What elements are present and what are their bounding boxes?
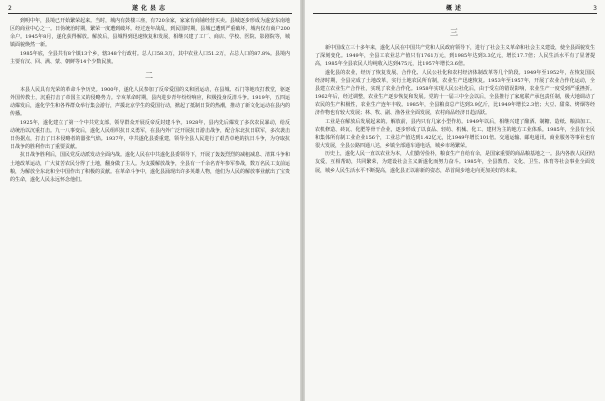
right-page <box>305 0 605 401</box>
right-paragraph-2: 遂化县的农业，经历了恢复发展、合作化、人民公社化和农村经济体制改革等几个阶段。1949年至1952年，在恢复国民经济时期，全县完成了土地改革，实行土地农民所有制，农业生产迅速恢复。1953年至1957年，开展了农业合作化运动，全县建立农业生产合作社，实现了农业合作化。1958年实现人民公社化后，由于受左的错误影响，农业生产一度受到严重挫折。1962年后，经过调整，农业生产逐步恢复和发展。党的十一届三中全会以后，全县推行了家庭联产承包责任制，极大地调动了农民的生产积极性，农业生产连年丰收。1985年，全县粮食总产达到3.9亿斤，比1949年增长2.3倍；大豆、甜菜、烤烟等经济作物也有较大发展；林、牧、副、渔各业全面发展，农村商品经济日趋活跃。 <box>315 69 595 117</box>
left-running-title: 遂化县志 <box>131 5 168 12</box>
right-paragraph-1: 新中国成立三十多年来，遂化人民在中国共产党和人民政府领导下，进行了社会主义革命和社会主义建设，使全县面貌发生了深刻变化。1949年，全县工农业总产值只有1761万元，到1985年达到3.3亿元，增长17.7倍；人民生活水平有了显著提高，1985年全县农民人均纯收入达到475元，比1957年增长3.6倍。 <box>315 45 596 68</box>
left-paragraph-2: 1985年底，全县共有8个镇13个乡，辖348个行政村。总人口58.3万，其中农业人口51.2万，占总人口的87.8%。县境内主要有汉、回、满、蒙、朝鲜等14个少数民族。 <box>10 50 290 65</box>
left-paragraph-4: 1925年，遂化建立了第一个中共党支部，领导群众开展反帝反封建斗争。1928年，县内先后爆发了多次农民暴动，给反动统治以沉重打击。九一八事变后，遂化人民组织抗日义勇军，在县内外广泛开展抗日游击战争，配合东北抗日联军，多次袭击日伪据点，打击了日本侵略者的嚣张气焰。1937年，中共遂化县委重建，领导全县人民进行了艰苦卓绝的抗日斗争，为夺取抗日战争的胜利作出了重要贡献。 <box>10 119 291 150</box>
right-section-title: 三 <box>450 28 460 37</box>
left-page-number: 2 <box>8 5 12 12</box>
right-page-number: 3 <box>593 5 597 12</box>
right-paragraph-3: 工业是在解放后发展起来的。解放前，县内只有几家小型作坊。1949年以后，相继兴建了酿酒、制糖、造纸、粮油加工、农机修造、砖瓦、化肥等骨干企业，逐步形成了以食品、轻纺、机械、化工、建材为主的地方工业体系。1985年，全县有全民和集体所有制工业企业156个，工业总产值达到1.42亿元，比1949年增长101倍。交通运输、邮电通讯、商业服务等事业也有很大发展，全县公路四通八达，乡镇全部通车通电话，城乡市场繁荣。 <box>315 118 595 149</box>
left-header-rule <box>8 13 292 14</box>
left-page-body <box>10 17 290 397</box>
right-page-body <box>315 17 595 397</box>
right-paragraph-4: 历史上，遂化人民一直以农业为本，人们勤劳俭朴，粮食生产自给有余，是国家重要的商品粮基地之一。县内各族人民团结友爱，互相帮助，共同繁荣，为建设社会主义新遂化而努力奋斗。1985年，全县教育、文化、卫生、体育等社会事业全面发展，城乡人民生活水平不断提高，遂化县正以崭新的姿态，昂首阔步地走向更加美好的未来。 <box>315 151 596 174</box>
left-paragraph-3: 本县人民具有光荣的革命斗争历史。1900年，遂化人民参加了反帝爱国的义和团运动，在县城、石门等地攻打教堂，驱逐外国传教士，沉重打击了帝国主义的侵略势力。辛亥革命时期，县内进步青年纷纷响应，积极投身反清斗争。1919年，五四运动爆发后，遂化学生和各界群众举行集会游行，声援北京学生的爱国行动，掀起了抵制日货的热潮，推动了新文化运动在县内的传播。 <box>10 86 291 118</box>
right-header-rule <box>313 13 597 14</box>
left-paragraph-5: 抗日战争胜利后，国民党反动派发动全面内战。遂化人民在中共遂化县委领导下，开展了轰轰烈烈的减租减息、清算斗争和土地改革运动，广大贫苦农民分得了土地，翻身做了主人。为支援解放战争，全县有一千余名青年参军参战，数万名民工支前运粮，为解放全东北和全中国作出了积极的贡献。在革命斗争中，遂化县涌现出许多英雄人物，他们为人民的解放事业献出了宝贵的生命，遂化人民永远怀念他们。 <box>10 152 291 183</box>
left-paragraph-1: 到明中年，县境已开始繁荣起来。当时，城内有鼓楼三座，有720余家，家家有商铺经营买卖。县城逐步形成为遂安东南地区的商业中心之一。日伪统治时期，繁荣一度遭到破坏。经过连年战乱，到民国时期，县城已遭到严重破坏，城内仅有商户200余户。1945年8月，遂化获得解放。解放后，县城得到迅速恢复和发展，相继兴建了工厂、商店、学校、医院、影剧院等，城镇面貌焕然一新。 <box>10 18 290 49</box>
left-page <box>0 0 300 401</box>
right-running-title: 概述 <box>445 5 464 12</box>
left-section-title: 二 <box>145 70 155 80</box>
